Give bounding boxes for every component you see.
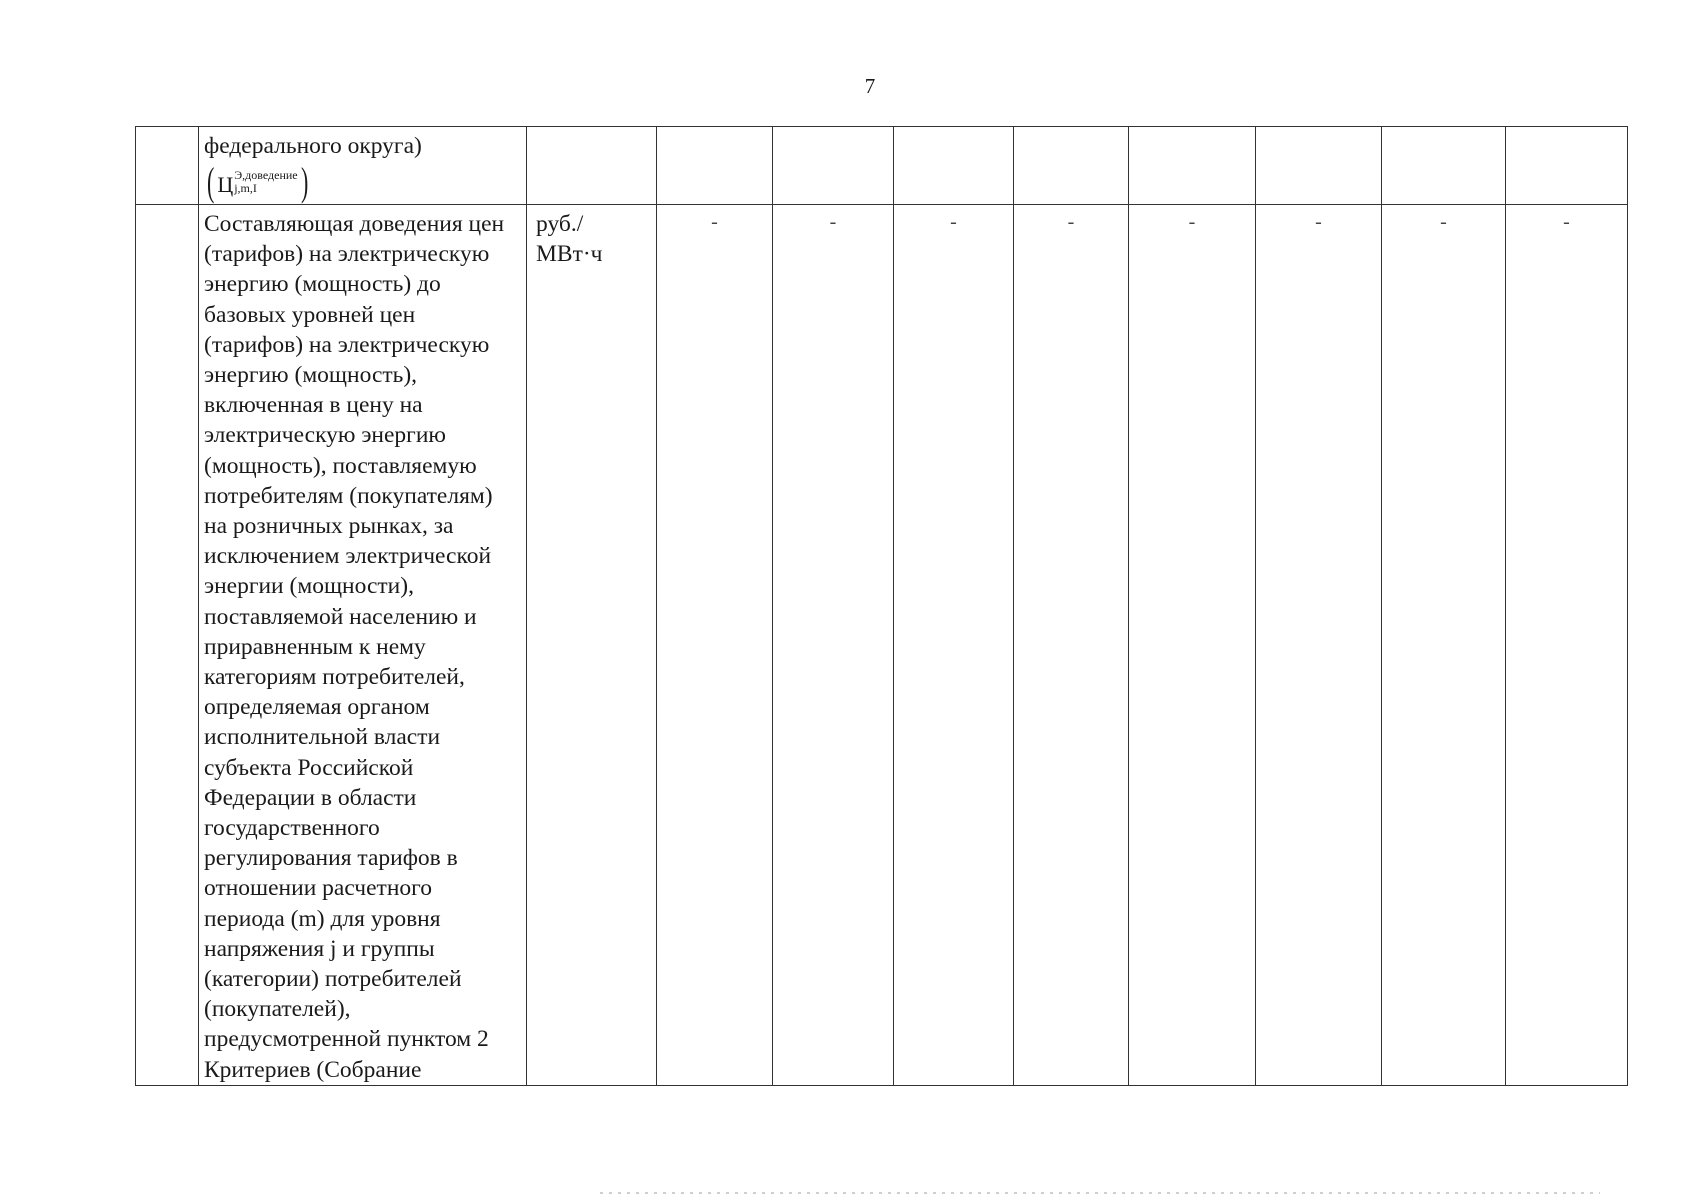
value-dash: - [1188, 211, 1196, 233]
unit-cell [527, 205, 657, 1086]
price-formula [199, 159, 311, 205]
value-cell [1382, 127, 1506, 205]
value-cell [894, 127, 1014, 205]
unit-text [527, 205, 656, 269]
formula-symbol: Ц [217, 172, 234, 198]
value-cell [657, 127, 773, 205]
value-cell [1256, 127, 1382, 205]
value-dash: - [829, 211, 837, 233]
value-dash: - [1563, 211, 1570, 233]
value-cell [1129, 127, 1256, 205]
formula-scripts [234, 169, 297, 195]
value-dash: - [711, 211, 718, 233]
value-dash: - [1315, 211, 1322, 233]
value-dash: - [950, 211, 957, 233]
row-number-cell [136, 205, 199, 1086]
value-cell [1129, 205, 1256, 1086]
formula-superscript: Э,доведение [234, 168, 298, 183]
page-number: 7 [864, 74, 876, 98]
unit-line-1: руб./ [536, 211, 584, 237]
value-cell [1256, 205, 1382, 1086]
table-row-main [136, 205, 1628, 1086]
description-cell [199, 205, 527, 1086]
unit-cell [527, 127, 657, 205]
row-number-cell [136, 127, 199, 205]
right-paren: ) [300, 159, 308, 205]
scan-noise-line [600, 1192, 1600, 1194]
description-text: федерального округа) [204, 133, 422, 159]
value-cell [1506, 127, 1628, 205]
value-cell [1506, 205, 1628, 1086]
table-row-top [136, 127, 1628, 205]
left-paren: ( [206, 159, 215, 205]
value-cell [1014, 205, 1129, 1086]
value-cell [894, 205, 1014, 1086]
value-cell [773, 127, 894, 205]
value-cell [1382, 205, 1506, 1086]
value-cell [657, 205, 773, 1086]
unit-line-2: МВт·ч [536, 241, 603, 267]
value-dash: - [1067, 211, 1075, 233]
description-cell [199, 127, 527, 205]
description-text: Составляющая доведения цен (тарифов) на электрическую энергию (мощность) до базовых уровней цен (тарифов) на электрическую энергию (мощность), включенная в цену на электрическую энергию (мощность), поставляемую потребителям (покупателям) на розничных рынках, за исключением электрической энергии (мощности), поставляемой населению и приравненным к нему категориям потребителей, определяемая органом исполнительной власти субъекта Российской Федерации в области государственного регулирования тарифов в отношении расчетного периода (m) для уровня напряжения j и группы (категории) потребителей (покупателей), предусмотренной пунктом 2 Критериев (Собрание [204, 211, 505, 1083]
value-dash: - [1440, 211, 1447, 233]
value-cell [773, 205, 894, 1086]
formula-subscript: j,m,I [234, 181, 257, 196]
value-cell [1014, 127, 1129, 205]
tariff-table [135, 126, 1628, 1086]
